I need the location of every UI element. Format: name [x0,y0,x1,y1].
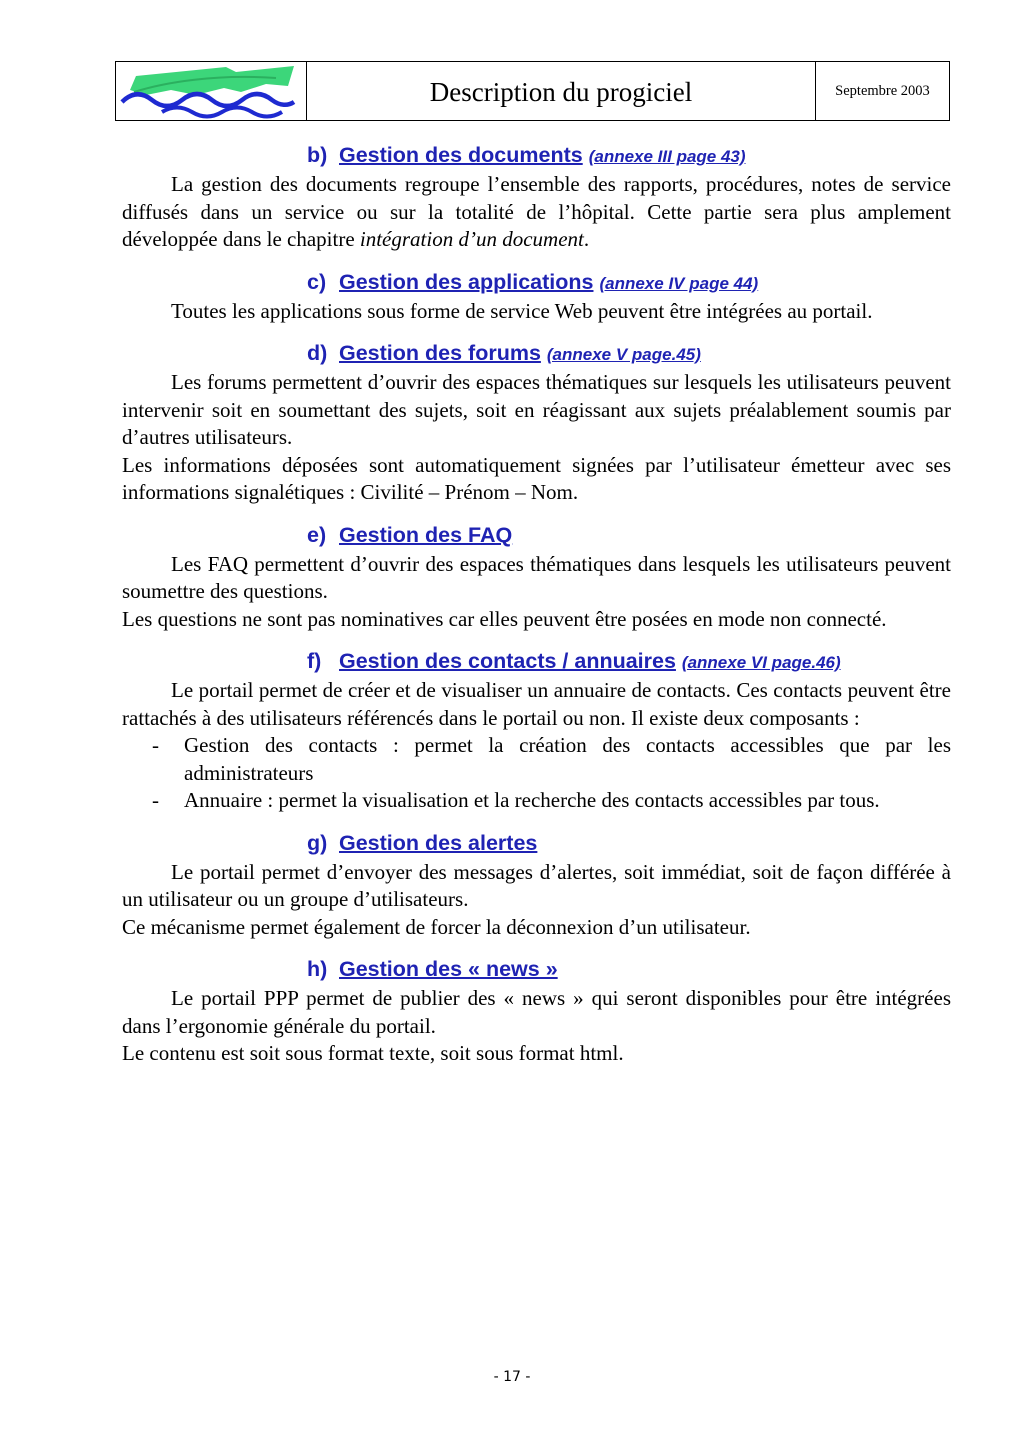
wave-logo-icon [116,62,304,120]
section-contacts [122,646,951,815]
section-title: Gestion des FAQ [339,522,513,547]
paragraph: Le portail permet d’envoyer des messages d’alertes, soit immédiat, soit de façon différée à un utilisateur ou un groupe d’utilisateurs. [122,859,951,911]
bullet-list [122,732,951,815]
section-annex: (annexe IV page 44) [599,273,759,293]
section-letter: g) [307,830,328,855]
page-number: - 17 - [493,1369,531,1385]
paragraph: Toutes les applications sous forme de service Web peuvent être intégrées au portail. [171,298,873,323]
paragraph: Les questions ne sont pas nominatives car elles peuvent être posées en mode non connecté. [122,606,887,631]
section-heading [307,520,951,551]
list-item: - Annuaire : permet la visualisation et la recherche des contacts accessibles par tous. [122,787,951,815]
section-title: Gestion des contacts / annuaires [339,649,676,673]
page-header [115,61,950,121]
logo [116,62,307,120]
section-letter: b) [307,143,328,167]
paragraph: Le portail permet de créer et de visualiser un annuaire de contacts. Ces contacts peuvent être rattachés à des utilisateurs référencés dans le portail ou non. Il existe deux composants : [122,678,951,730]
paragraph: Les FAQ permettent d’ouvrir des espaces thématiques dans lesquels les utilisateurs peuvent soumettre des questions. [122,551,951,603]
paragraph: Ce mécanisme permet également de forcer la déconnexion d’un utilisateur. [122,914,751,939]
section-heading [307,954,951,985]
section-title: Gestion des alertes [339,830,538,855]
document-date: Septembre 2003 [835,82,930,99]
section-title: Gestion des forums [339,341,541,365]
section-annex: (annexe V page.45) [546,345,701,364]
list-item: - Gestion des contacts : permet la création des contacts accessibles que par les administrateurs [152,733,951,785]
section-annex: (annexe VI page.46) [681,653,841,672]
section-heading [307,140,951,171]
page-content [122,140,951,1081]
section-news [122,954,951,1068]
paragraph: Les forums permettent d’ouvrir des espaces thématiques sur lesquels les utilisateurs peuvent intervenir soit en soumettant des sujets, soit en réagissant aux sujets préalablement soumis par d’autres utilisateurs. [122,370,951,449]
section-annex: (annexe III page 43) [588,147,746,166]
section-letter: h) [307,957,328,981]
section-letter: e) [307,522,327,547]
section-heading [307,828,951,859]
bullet-marker: - [152,788,159,812]
section-heading [307,267,951,298]
italic-reference: intégration d’un document [359,227,584,251]
section-applications [122,267,951,326]
section-title: Gestion des applications [339,269,594,294]
section-title: Gestion des « news » [339,957,558,981]
section-letter: d) [307,341,328,365]
paragraph: Le portail PPP permet de publier des « news » qui seront disponibles pour être intégrées dans l’ergonomie générale du portail. [122,986,951,1038]
paragraph: Le contenu est soit sous format texte, soit sous format html. [122,1041,624,1065]
document-title: Description du progiciel [307,62,816,120]
section-alerts [122,828,951,942]
section-faq [122,520,951,634]
section-heading [307,646,951,677]
paragraph: La gestion des documents regroupe l’ensemble des rapports, procédures, notes de service diffusés dans un service ou sur la totalité de l’hôpital. Cette partie sera plus amplement développée dans le chapitre intégration d’un document. [122,172,951,251]
section-forums [122,338,951,507]
bullet-marker: - [152,733,159,757]
section-letter: f) [307,649,322,673]
section-title: Gestion des documents [339,143,583,167]
paragraph: Les informations déposées sont automatiquement signées par l’utilisateur émetteur avec ses informations signalétiques : Civilité – Prénom – Nom. [122,452,951,504]
section-heading [307,338,951,369]
section-documents [122,140,951,254]
section-letter: c) [307,269,327,294]
